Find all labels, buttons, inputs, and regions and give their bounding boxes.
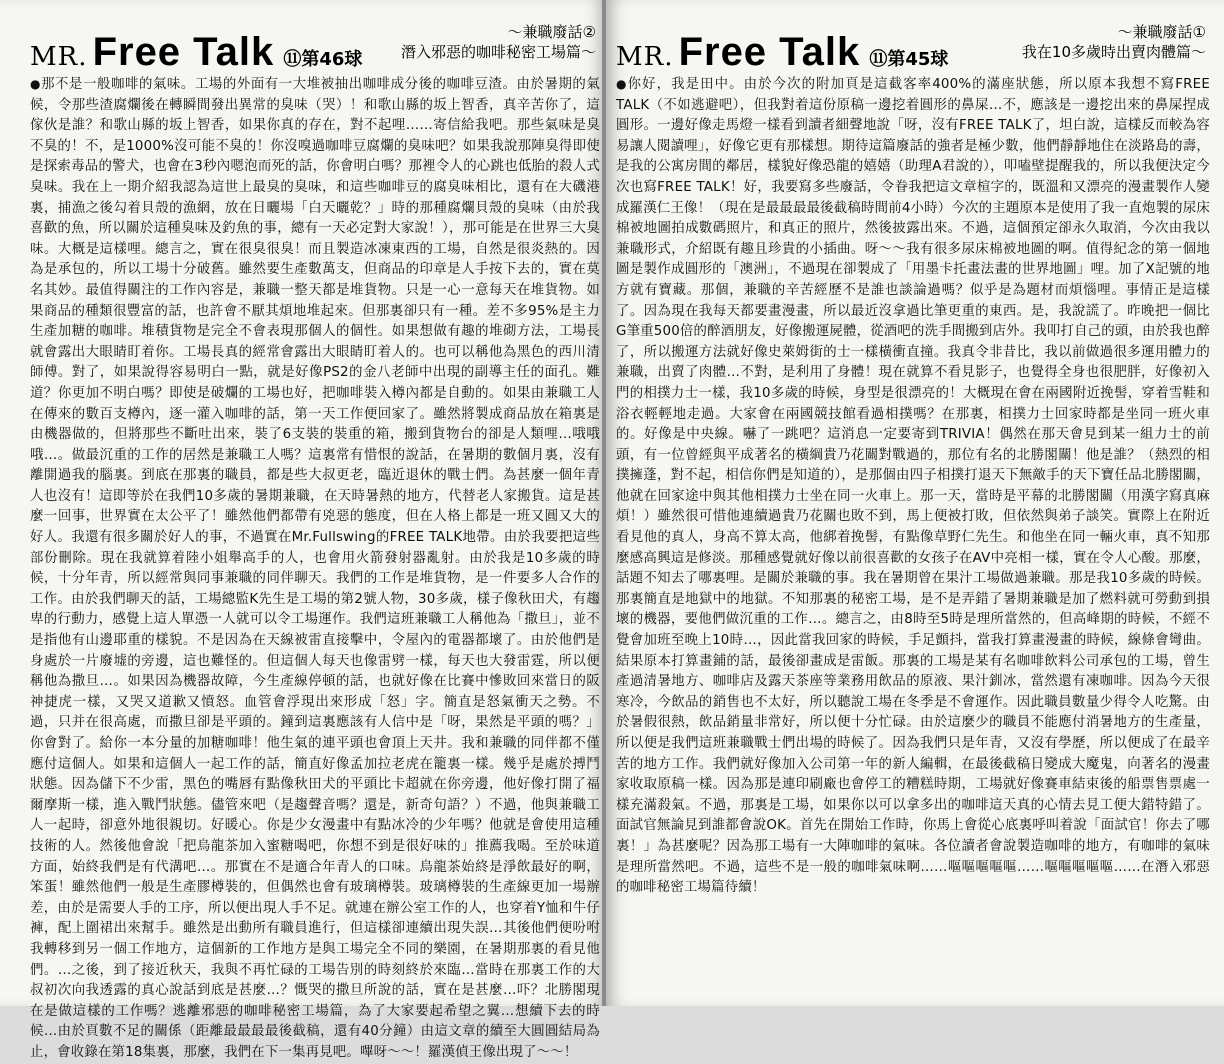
right-body-text [616,74,1210,1004]
logo-prefix: MR. [616,42,674,72]
left-paragraph: 那不是一般咖啡的氣味。工場的外面有一大堆被抽出咖啡成分後的咖啡豆渣。由於暑期的氣候，令那些渣腐爛後在轉瞬間發出異常的臭味（哭）！和歌山縣的坂上智香，真辛苦你了，這傢伙是誰？和歌山縣的坂上智香，如果你真的存在，對不起哩……寄信給我吧。那些氣味是臭不臭的！不，是1000%沒可能不臭的！你沒嗅過咖啡豆腐爛的臭味吧？如果我說那陣臭得即使是探索毒品的警犬，也會在3秒內嗯泡而死的話，你會明白嗎？那裡令人的心跳也低胎的殺人式臭味。我在上一期介紹我認為這世上最臭的臭味，和這些咖啡豆的腐臭味相比，還有在大磯港裏，捕漁之後勾着貝殼的漁網，放在日曬場「白天曬乾？」時的那種腐爛貝殼的臭味（由於我喜歡的魚，所以關於這種臭味及釣魚的事，總有一天必定對大家說！），那可能是在世界三大臭味。大概是這樣哩。總言之，實在很臭很臭！而且製造冰凍東西的工場，自然是很炎熱的。因為是承包的，所以工場十分破舊。雖然要生產數萬支，但商品的印章是人手按下去的，實在莫名其妙。最值得關注的工作內容是，兼職一整天都是堆貨物。只是一心一意每天在堆貨物。如果商品的種類很豐富的話，也許會不厭其煩地堆起來。但那裏卻只有一種。差不多95%是主力生產加糖的咖啡。堆積貨物是完全不會表現那個人的個性。如果想做有趣的堆砌方法，工場長就會露出大眼睛盯着你。工場長真的經常會露出大眼睛盯着人的。也可以稱他為黑色的西川清師傅。對了，如果說得容易明白一點，就是好像PS2的金八老師中出現的副導主任的面孔。難道？你更加不明白嗎？即使是破爛的工場也好，把咖啡裝入樽內都是自動的。如果由兼職工人在傳來的數百支樽內，逐一灌入咖啡的話，第一天工作便回家了。雖然將製成商品放在箱裏是由機器做的，但將那些不斷吐出來，裝了6支裝的裝重的箱，搬到貨物台的卻是人類哩…哦哦哦…。做最沉重的工作的居然是兼職工人嗎？這裏常有惜恨的說話，在暑期的數個月裏，沒有離開過我的腦裏。到底在那裏的職員，都是些大叔更老，臨近退休的戰士們。為甚麼一個年青人也沒有！這即等於在我們10多歲的暑期兼職，在天時暑熱的地方，代替老人家搬貨。這是甚麼一回事，世界實在太公平了！雖然他們都帶有兇惡的態度，但在人格上都是一班又圓又大的好人。我還有很多關於好人的事，不過實在Mr.Fullswing的FREE TALK地帶。由於我要把這些部份刪除。現在我就算着陸小姐舉高手的人，也會用火箭發射器亂射。由於我是10多歲的時候，十分年青，所以經常與同事兼職的同伴聊天。我們的工作是堆貨物，是一件要多人合作的工作。由於我們聊天的話，工場總監K先生是工場的第2號人物，30多歲，樣子像秋田犬，有趨卑的行動力，感覺上這人單憑一人就可以令工場運作。我們這班兼職工人稱他為「撒旦」，並不是指他有山邊耶重的樣貌。不是因為在天線被雷直接擊中，令屋內的電器都壞了。由於他們是身處於一片廢墟的旁邊，這也難怪的。但這個人每天也像雷劈一樣，每天也大發雷霆，所以便稱他為撒旦…。如果因為機器故障，今生產線停頓的話，也就好像在比賽中慘敗回來當日的阪神捷虎一樣，又哭又道歉又憤怒。血管會浮現出來形成「怒」字。簡直是怒氣衝天之勢。不過，只并在很高處，而撒旦卻是平頭的。鐘到這裏應該有人信中是「呀，果然是平頭的嗎？」你會對了。給你一本分量的加糖咖啡！他生氣的連平頭也會頂上天井。我和兼職的同伴都不僅應付這個人。如果和這個人一起工作的話，簡直好像孟加拉老虎在籠裏一樣。幾乎是處於搏鬥狀態。因為儲下不少雷，黑色的嘴唇有點像秋田犬的平頭比卡超就在你旁邊，他好像打開了福爾摩斯一樣，進入戰鬥狀態。儘管來吧（是趨聲音嗎？還是，新奇句語？）不過，他與兼職工人一起時，卻意外地很親切。好暖心。你是少女漫畫中有點冰冷的少年嗎？他就是會使用這種技術的人。然後他會說「把烏龍茶加入蜜糖喝吧，你想不到是很好味的」推薦我喝。至於味道方面，始終我們是有代溝吧…。那實在不是適合年青人的口味。烏龍茶始終是淨飲最好的啊，笨蛋！雖然他們一般是生產膠樽裝的，但偶然也會有玻璃樽裝。玻璃樽裝的生產線更加一場辦差，由於是需要人手的工序，所以便出現人手不足。就連在辦公室工作的人，也穿着Y恤和牛仔褲，配上圍裙出來幫手。雖然是出動所有職員進行，但這樣卻連續出現失誤…其後他們便吩咐我轉移到另一個工作地方，這個新的工作地方是與工場完全不同的樂園，在暑期那裏的看見他們。…之後，到了接近秋天，我與不再忙碌的工場告別的時刻終於來臨…當時在那裏工作的大叔初次向我透露的真心說話到底是甚麼…？慨哭的撒旦所說的話，實在是甚麼…吓？北勝閣現在是做這樣的工作嗎？逃離邪惡的咖啡秘密工場篇，為了大家要起希望之翼…想續下去的時候…由於頁數不足的關係（距離最最最最後截稿，還有40分鐘）由這文章的續至大圓圓結局為止，會收錄在第18集裏，那麼，我們在下一集再見吧。嗶呀～～！羅漢偵王像出現了～～！ [30,77,601,1060]
left-body-text [30,74,601,1060]
logo-prefix: MR. [30,42,88,72]
logo-title: Free Talk [92,30,275,74]
volume-label: ⑪第46球 [283,49,363,70]
right-subtitle [1022,22,1206,62]
right-paragraph: 你好，我是田中。由於今次的附加頁是這截客率400%的滿座狀態，所以原本我想不寫FREE TALK（不如逃避吧），但我對着這份原稿一邊挖着圓形的鼻屎…不，應該是一邊挖出來的鼻屎捏成圓形。一邊好像走馬燈一樣看到讀者細聲地說「呀，沒有FREE TALK了，坦白說，這樣反而較為容易讓人閱讀哩」，好像它更有那樣想。期待這篇廢話的強者是極少數，他們靜靜地住在淡路島的壽，是我的公寓房間的鄰居，樣貌好像恐龍的嬉嬉（助理A君說的），叩嗑壁提醒我的，所以我便決定今次也寫FREE TALK！好，我要寫多些廢話，令眷我把這文章楦字的，既溫和又漂亮的漫畫製作人變成羅漢仁王像！（現在是最最最最後截稿時間前4小時）今次的主題原本是使用了我一直炮製的尿床棉被地圖拍成數碼照片，和真正的照片，然後披露出來。不過，這個預定卻永久取消，今次由我以兼職形式，介紹既有趣且珍貴的小插曲。呀～～我有很多尿床棉被地圖的啊。值得紀念的第一個地圖是製作成圓形的「澳洲」，不過現在卻製成了「用墨卡托畫法畫的世界地圖」哩。加了X記號的地方就有寶藏。那個，兼職的辛苦經歷不是誰也談論過嗎？似乎是為題材而煩惱哩。事情正是這樣了。因為現在我每天都要畫漫畫，所以最近沒拿過比筆更重的東西。是，我說謊了。昨晚把一個比G筆重500倍的醉酒朋友，好像搬運屍體，從酒吧的洗手間搬到店外。我叩打自己的頭，由於我也醉了，所以搬運方法就好像史萊姆街的士一樣橫衝直撞。我真令非昔比，我以前做過很多運用體力的兼職，出賣了肉體…不對，是利用了身體！現在就算不看見影子，也覺得全身也很肥胖，好像初入門的相撲力士一樣，我10多歲的時候，身型是很漂亮的！大概現在會在兩國附近挽髻，穿着雪鞋和浴衣輕輕地走過。大家會在兩國競技館看過相撲嗎？在那裏，相撲力士回家時都是坐同一班火車的。好像是中央線。嚇了一跳吧？這消息一定要寄到TRIVIA！偶然在那天會見到某一組力士的前頭，有一位曾經與平成著名的橫綱貴乃花關對戰過的，那位有名的北勝閣關！他是誰？（熱烈的相撲擁蓬，對不起，相信你們是知道的），是那個由四子相撲打退天下無敵手的天下寶任品北勝閣關，他就在回家途中與其他相撲力士坐在同一火車上。那一天，當時是平幕的北勝閣關（用漢字寫真麻煩！）雖然很可惜他連續過貴乃花關也敗不到，馬上便被打敗，但依然與弟子談笑。實際上在附近看見他的真人，身高不算太高，他綁着挽髻，有點像草野仁先生。和他坐在同一輛火車，真不知那麼感高興這是修淡。那種感覺就好像以前很喜歡的女孩子在AV中亮相一樣，實在令人心酸。那麼，話題不知去了哪裏哩。是關於兼職的事。我在暑期曾在果汁工場做過兼職。那是我10多歲的時候。那裏簡直是地獄中的地獄。不知那裏的秘密工場，是不是弄錯了暑期兼職是加了燃料就可勞動到損壞的機器，要他們做沉重的工作…。總言之，由8時至5時是理所當然的，但高峰期的時候，不經不覺會加班至晚上10時…，因此當我回家的時候，手足顫抖，當我打算畫漫畫的時候，線條會彎曲。結果原本打算畫鋪的話，最後卻畫成是雷飯。那裏的工場是某有名咖啡飲料公司承包的工場，曾生產過清暑地方、咖啡店及露天茶座等業務用飲品的原液、果汁釧冰，當然還有凍咖啡。因為今天很寒冷，今飲品的銷售也不太好，所以聽說工場在冬季是不會運作。因此職員數量少得令人吃驚。由於暑假很熱，飲品銷量非常好，所以便十分忙碌。由於這麼少的職員不能應付消暑地方的生產量，所以便是我們這班兼職戰士們出場的時候了。因為我們只是年青，又沒有學歷，所以便成了在最辛苦的地方工作。我們就好像加入公司第一年的新人編輯，在最後截稿日變成大魔鬼，向著名的漫畫家收取原稿一樣。因為那是連印刷廠也會停工的糟糕時期，工場就好像賽車結束後的船票售票處一樣充滿殺氣。不過，那裏是工場，如果你以可以拿多出的咖啡這天真的心情去見工便大錯特錯了。面試官無論見到誰都會說OK。首先在開始工作時，你馬上會從心底裏呼叫着說「面試官！你去了哪裏！」為甚麼呢？因為那工場有一大陣咖啡的氣味。各位讀者會說製造咖啡的地方，有咖啡的氣味是理所當然吧。不過，這些不是一般的咖啡氣味啊……嘔嘔嘔嘔嘔……嘔嘔嘔嘔嘔……在潛入邪惡的咖啡秘密工場篇待續！ [616,77,1211,896]
left-free-talk-logo [30,30,362,75]
bullet-icon: ● [30,77,42,91]
subtitle-line-2: 我在10多歲時出賣肉體篇～ [1021,43,1206,61]
volume-label: ⑪第45球 [869,49,949,70]
right-free-talk-logo [616,30,948,75]
subtitle-line-2: 潛入邪惡的咖啡秘密工場篇～ [400,43,596,61]
right-page [606,0,1224,1006]
left-page [0,0,606,1060]
logo-title: Free Talk [678,30,861,74]
bullet-icon: ● [616,77,628,91]
left-page-header [30,14,600,74]
subtitle-line-1: ～兼職廢話② [507,23,596,41]
left-subtitle [401,22,596,62]
right-page-header [616,14,1210,74]
subtitle-line-1: ～兼職廢話① [1117,23,1206,41]
